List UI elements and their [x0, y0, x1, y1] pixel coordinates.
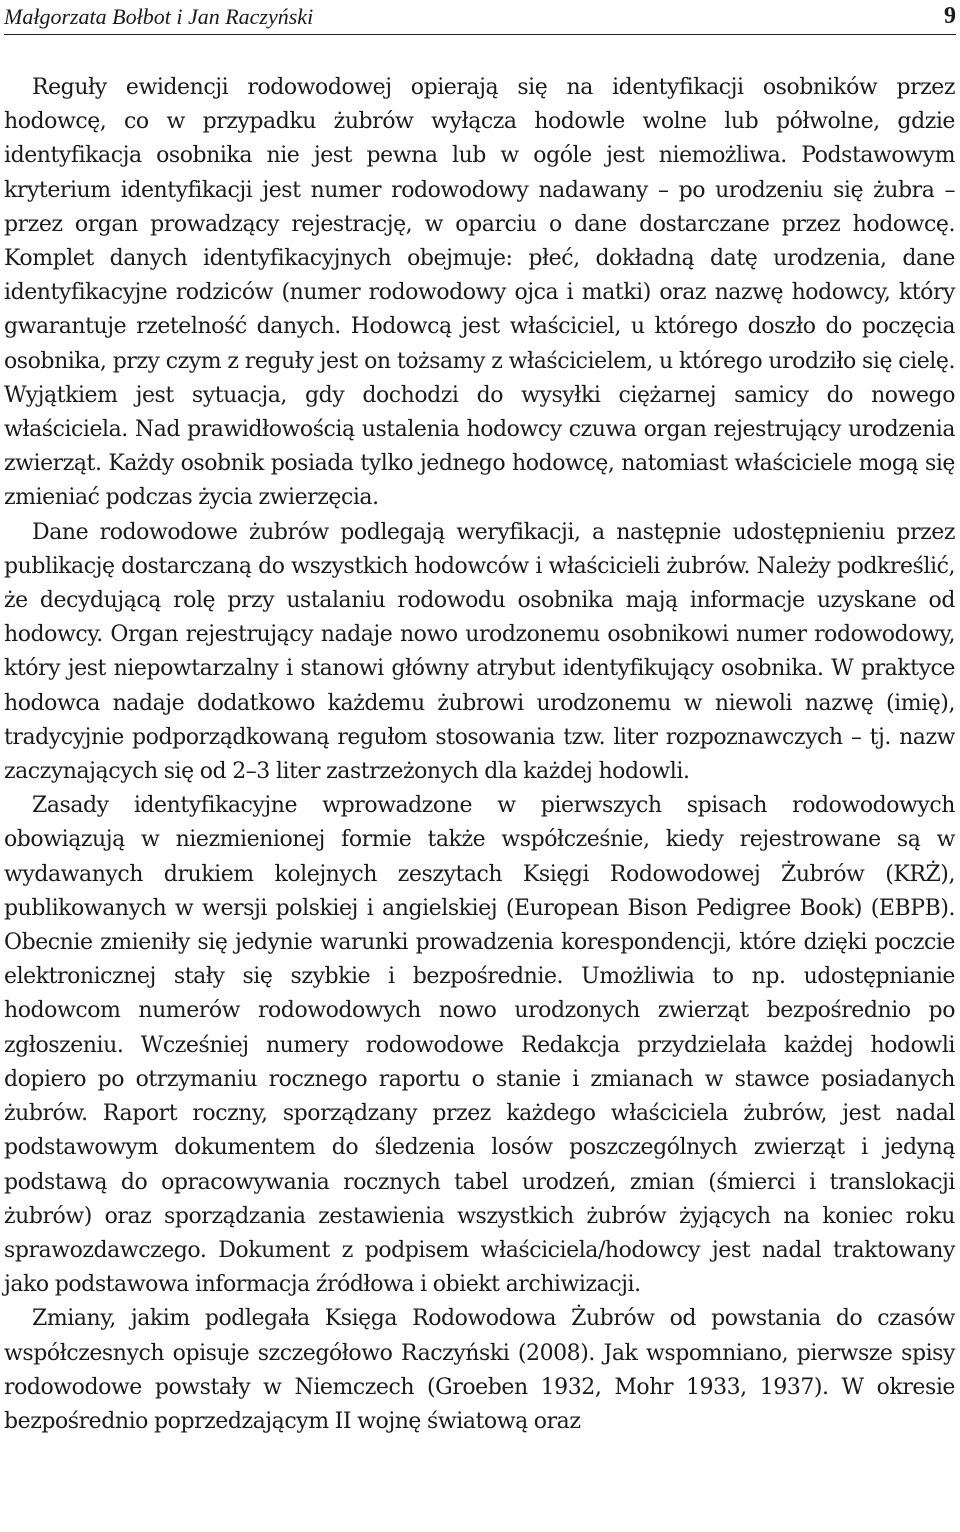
page-number: 9	[944, 3, 956, 29]
paragraph-3: Zasady identyfikacyjne wprowadzone w pierwszych spisach rodowodowych obowiązują w niezmienionej formie także współcześnie, kiedy rejestrowane są w wydawanych drukiem kolejnych zeszytach Księgi Rodowodowej Żubrów (KRŻ), publikowanych w wersji polskiej i angielskiej (European Bison Pedigree Book) (EBPB). Obecnie zmieniły się jedynie warunki prowadzenia korespondencji, które dzięki poczcie elektronicznej stały się szybkie i bezpośrednie. Umożliwia to np. udostępnianie hodowcom numerów rodowodowych nowo urodzonych zwierząt bezpośrednio po zgłoszeniu. Wcześniej numery rodowodowe Redakcja przydzielała każdej hodowli dopiero po otrzymaniu rocznego raportu o stanie i zmianach w stawce posiadanych żubrów. Raport roczny, sporządzany przez każdego właściciela żubrów, jest nadal podstawowym dokumentem do śledzenia losów poszczególnych zwierząt i jedyną podstawą do opracowywania rocznych tabel urodzeń, zmian (śmierci i translokacji żubrów) oraz sporządzania zestawienia wszystkich żubrów żyjących na koniec roku sprawozdawczego. Dokument z podpisem właściciela/hodowcy jest nadal traktowany jako podstawowa informacja źródłowa i obiekt archiwizacji.	[4, 793, 955, 1298]
paragraph-1: Reguły ewidencji rodowodowej opierają się na identyfikacji osobników przez hodowcę, co w przypadku żubrów wyłącza hodowle wolne lub półwolne, gdzie identyfikacja osobnika nie jest pewna lub w ogóle jest niemożliwa. Podstawowym kryterium identyfikacji jest numer rodowodowy nadawany – po urodzeniu się żubra – przez organ prowadzący rejestrację, w oparciu o dane dostarczane przez hodowcę. Komplet danych identyfikacyjnych obejmuje: płeć, dokładną datę urodzenia, dane identyfikacyjne rodziców (numer rodowodowy ojca i matki) oraz nazwę hodowcy, który gwarantuje rzetelność danych. Hodowcą jest właściciel, u którego doszło do poczęcia osobnika, przy czym z reguły jest on tożsamy z właścicielem, u którego urodziło się cielę. Wyjątkiem jest sytuacja, gdy dochodzi do wysyłki ciężarnej samicy do nowego właściciela. Nad prawidłowością ustalenia hodowcy czuwa organ rejestrujący urodzenia zwierząt. Każdy osobnik posiada tylko jednego hodowcę, natomiast właściciele mogą się zmieniać podczas życia zwierzęcia.	[4, 75, 955, 511]
paragraph-4: Zmiany, jakim podlegała Księga Rodowodowa Żubrów od powstania do czasów współczesnych opisuje szczegółowo Raczyński (2008). Jak wspomniano, pierwsze spisy rodowodowe powstały w Niemczech (Groeben 1932, Mohr 1933, 1937). W okresie bezpośrednio poprzedzającym II wojnę światową oraz	[4, 1306, 955, 1434]
running-head	[4, 0, 956, 35]
body-text	[4, 71, 955, 1439]
paragraph-2: Dane rodowodowe żubrów podlegają weryfikacji, a następnie udostępnieniu przez publikację dostarczaną do wszystkich hodowców i właścicieli żubrów. Należy podkreślić, że decydującą rolę przy ustalaniu rodowodu osobnika mają informacje uzyskane od hodowcy. Organ rejestrujący nadaje nowo urodzonemu osobnikowi numer rodowodowy, który jest niepowtarzalny i stanowi główny atrybut identyfikujący osobnika. W praktyce hodowca nadaje dodatkowo każdemu żubrowi urodzonemu w niewoli nazwę (imię), tradycyjnie podporządkowaną regułom stosowania tzw. liter rozpoznawczych – tj. nazw zaczynających się od 2–3 liter zastrzeżonych dla każdej hodowli.	[4, 519, 955, 785]
running-head-authors: Małgorzata Bołbot i Jan Raczyński	[4, 4, 314, 29]
